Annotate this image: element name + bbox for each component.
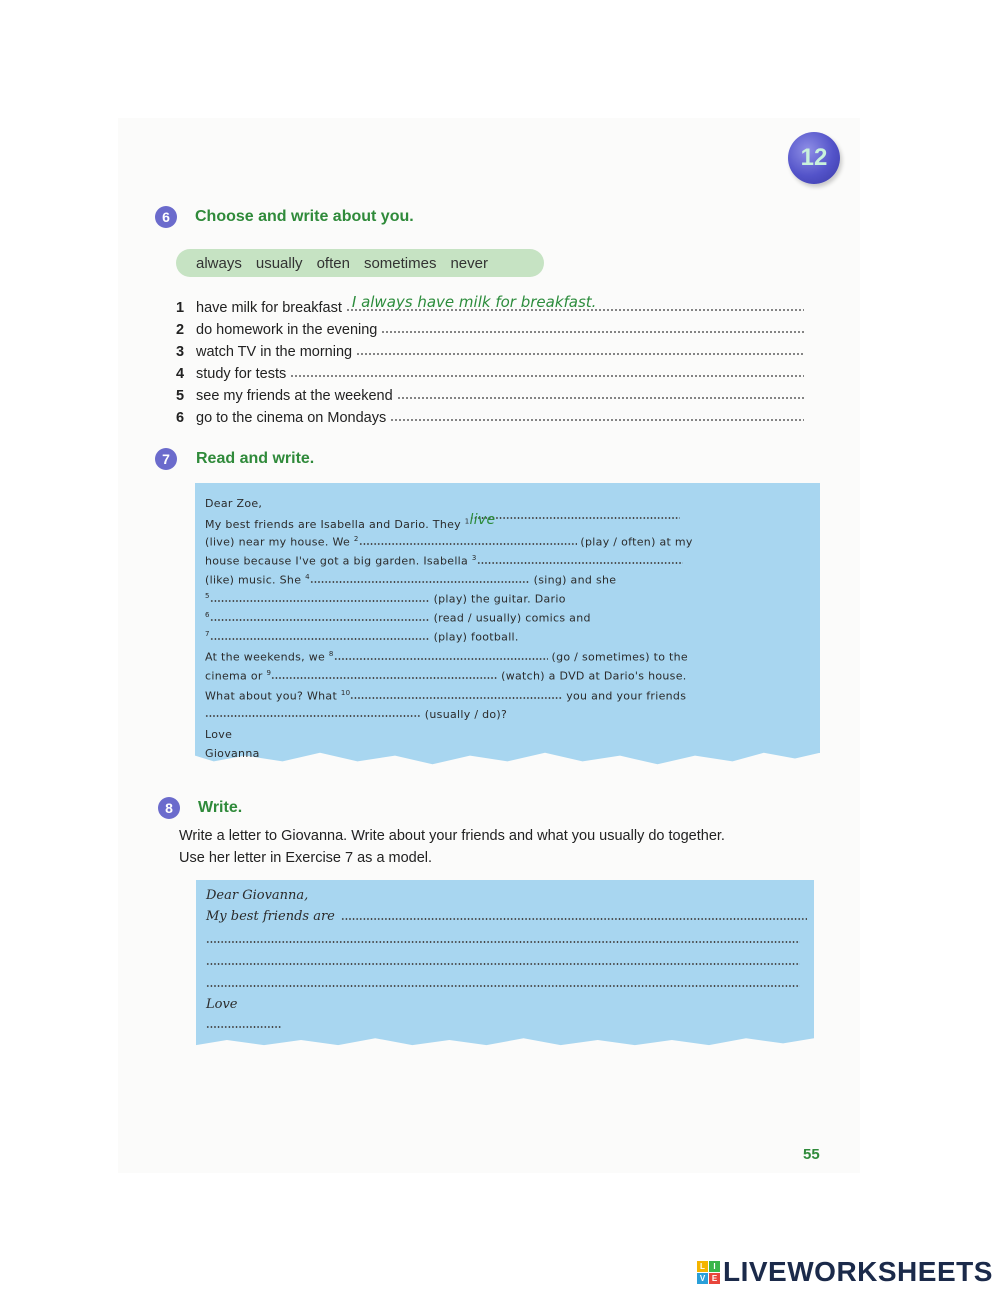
letter-text: (play) the guitar. Dario <box>433 592 566 606</box>
unit-number: 12 <box>800 144 828 171</box>
item-prompt: see my friends at the weekend <box>196 388 393 404</box>
letter-text: (live) near my house. We <box>205 535 351 549</box>
blank-4-field[interactable] <box>310 580 530 584</box>
letter-text: What about you? What <box>205 689 338 703</box>
answer-text: I always have milk for breakfast. <box>351 293 597 311</box>
letter-line <box>206 979 800 991</box>
letter-text: cinema or <box>205 669 263 683</box>
logo-letter: V <box>697 1273 708 1284</box>
letter-closing: Love <box>206 997 238 1012</box>
item-prompt: go to the cinema on Mondays <box>196 410 387 426</box>
unit-badge <box>788 132 840 184</box>
letter-line <box>205 689 686 703</box>
item-number: 4 <box>176 366 185 382</box>
exercise-6-item <box>176 406 804 426</box>
exercise-7-title: Read and write. <box>196 450 315 467</box>
answer-field[interactable] <box>356 352 804 356</box>
exercise-8-title: Write. <box>198 799 243 816</box>
exercise-6-number: 6 <box>155 206 177 228</box>
letter-text: house because I've got a big garden. Isabella <box>205 554 469 568</box>
exercise-8-instruction: Use her letter in Exercise 7 as a model. <box>179 850 433 866</box>
letter-text: (read / usually) comics and <box>433 611 591 625</box>
blank-7-field[interactable] <box>210 637 430 641</box>
letter-line <box>206 1020 282 1032</box>
letter-text: (sing) and she <box>533 573 617 587</box>
item-prompt: have milk for breakfast <box>196 300 342 316</box>
letter-line <box>205 512 680 531</box>
letter-text: you and your friends <box>566 689 687 703</box>
letter-text: My best friends are <box>206 909 335 924</box>
exercise-7-number: 7 <box>155 448 177 470</box>
answer-field[interactable] <box>390 418 804 422</box>
blank-8-field[interactable] <box>334 657 548 661</box>
exercise-6-item <box>176 293 804 316</box>
blank-number: 3 <box>471 554 477 562</box>
letter-line <box>205 592 566 606</box>
blank-2-field[interactable] <box>359 542 577 546</box>
item-prompt: study for tests <box>196 366 287 382</box>
letter-line <box>205 535 693 549</box>
blank-number: 5 <box>205 592 210 600</box>
write-field[interactable] <box>206 984 800 988</box>
letter-line <box>205 669 687 683</box>
letter-closing: Love <box>205 728 233 741</box>
logo-letter: I <box>709 1261 720 1272</box>
letter-line <box>205 650 688 664</box>
write-field[interactable] <box>206 940 800 944</box>
blank-9-field[interactable] <box>271 676 497 680</box>
letter-line <box>205 708 507 721</box>
blank-number: 6 <box>205 611 210 619</box>
letter-line <box>206 909 807 924</box>
exercise-6-item <box>176 340 804 360</box>
letter-text: (play / often) at my <box>580 535 693 549</box>
blank-10-field-continued[interactable] <box>205 714 421 718</box>
exercise-6-title: Choose and write about you. <box>195 208 414 225</box>
letter-text: (go / sometimes) to the <box>551 650 688 664</box>
logo-text: LIVEWORKSHEETS <box>723 1256 993 1287</box>
page-number: 55 <box>803 1146 820 1163</box>
blank-6-field[interactable] <box>210 618 430 622</box>
signature-field[interactable] <box>206 1025 282 1029</box>
write-field[interactable] <box>341 917 807 921</box>
letter-line <box>206 957 800 969</box>
blank-number: 7 <box>205 630 210 638</box>
letter-line <box>206 935 800 947</box>
word-bank-item: usually <box>255 254 303 272</box>
letter-line <box>205 573 616 587</box>
answer-field[interactable] <box>397 396 804 400</box>
exercise-8-number: 8 <box>158 797 180 819</box>
blank-3-field[interactable] <box>477 561 683 565</box>
blank-number: 9 <box>266 669 272 677</box>
blank-number: 10 <box>340 689 351 697</box>
letter-text: (like) music. She <box>205 573 302 587</box>
write-field[interactable] <box>206 962 800 966</box>
item-number: 1 <box>176 300 185 316</box>
letter-line <box>205 630 519 644</box>
liveworksheets-logo <box>697 1255 993 1289</box>
item-prompt: watch TV in the morning <box>196 344 353 360</box>
blank-1-answer: live <box>469 512 496 528</box>
letter-text: (watch) a DVD at Dario's house. <box>501 669 687 683</box>
word-bank-item: sometimes <box>363 254 437 272</box>
answer-field[interactable] <box>290 374 804 378</box>
item-number: 6 <box>176 410 185 426</box>
blank-10-field[interactable] <box>350 696 562 700</box>
letter-signature: Giovanna <box>205 747 260 760</box>
item-number: 2 <box>176 322 185 338</box>
blank-1-field[interactable] <box>469 512 680 528</box>
logo-letter: E <box>709 1273 720 1284</box>
exercise-6-item <box>176 362 804 382</box>
blank-number: 4 <box>305 573 310 581</box>
item-number: 5 <box>176 388 185 404</box>
blank-5-field[interactable] <box>210 599 430 603</box>
letter-text: (usually / do)? <box>424 708 508 721</box>
exercise-8-instruction: Write a letter to Giovanna. Write about your friends and what you usually do together. <box>179 828 725 844</box>
letter-text: (play) football. <box>433 630 519 644</box>
blank-number: 2 <box>353 535 359 543</box>
exercise-6-item <box>176 384 804 404</box>
blank-number: 1 <box>464 517 470 526</box>
letter-line <box>205 611 591 625</box>
answer-field[interactable] <box>381 330 804 334</box>
letter-greeting: Dear Zoe, <box>205 497 263 510</box>
letter-text: At the weekends, we <box>205 650 326 664</box>
letter-line <box>205 554 683 568</box>
letter-greeting: Dear Giovanna, <box>206 888 309 903</box>
exercise-6-item <box>176 318 804 338</box>
item-prompt: do homework in the evening <box>196 322 378 338</box>
logo-icon <box>697 1261 720 1284</box>
logo-letter: L <box>697 1261 708 1272</box>
word-bank-item: often <box>316 254 350 272</box>
item-number: 3 <box>176 344 185 360</box>
word-bank-item: always <box>196 254 242 272</box>
word-bank-item: never <box>450 254 488 272</box>
word-bank <box>176 249 544 277</box>
blank-number: 8 <box>328 650 334 658</box>
answer-field[interactable] <box>346 293 804 312</box>
letter-text: My best friends are Isabella and Dario. They <box>205 518 461 531</box>
